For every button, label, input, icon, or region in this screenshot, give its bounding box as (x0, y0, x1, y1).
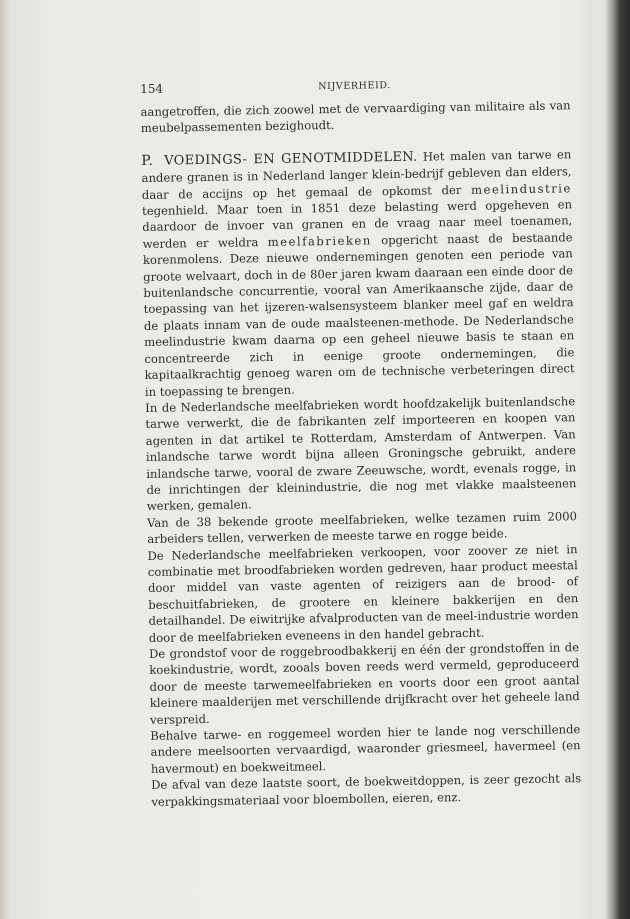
paragraph: Van de 38 bekende groote meelfabrieken, welke tezamen ruim 2000 arbeiders tellen, verwerken de meeste tarwe en rogge beide. (146, 508, 578, 547)
book-spine-shadow (614, 0, 630, 919)
page-number: 154 (140, 81, 164, 96)
paragraph-text: opgericht naast de bestaande korenmolens. Deze nieuwe ondernemingen genoten een periode van groote welvaart, doch in de 80er jaren kwam daaraan een einde door de buitenlandsche concurrentie, vooral van Amerikaansche zijde, daar de toepassing van het ijzeren-walsensysteem blanker meel gaf en weldra de plaats innam van de oude maalsteenen-methode. De Nederlandsche meelindustrie kwam daarna op een geheel nieuwe basis te staan en concentreerde zich in eenige groote ondernemingen, die kapitaalkrachtig genoeg waren om de technische verbeteringen direct in toepassing te brengen. (142, 230, 575, 399)
paragraph: In de Nederlandsche meelfabrieken wordt hoofdzakelijk buitenlandsche tarwe verwerkt, die de fabrikanten zelf importeeren en koopen van agenten in dat artikel te Rotterdam, Amsterdam of Antwerpen. Van inlandsche tarwe wordt bijna alleen Groningsche gebruikt, andere inlandsche tarwe, vooral de zware Zeeuwsche, wordt, evenals rogge, in de inrichtingen der kleinindustrie, die nog met vlakke maalsteenen werken, gemalen. (145, 394, 577, 514)
emphasized-term: meelindustrie (470, 180, 572, 197)
section-title: VOEDINGS- EN GENOTMIDDELEN. (164, 149, 418, 169)
emphasized-term: meelfabrieken (267, 233, 372, 249)
page-header (140, 69, 570, 100)
paragraph: Behalve tarwe- en roggemeel worden hier te lande nog verschillende andere meelsoorten vervaardigd, waaronder griesmeel, havermeel (en havermout) en boekweitmeel. (150, 722, 581, 776)
paragraph-text: Het malen van tarwe en andere granen is in Nederland langer klein-bedrijf gebleven dan elders, daar de accijns op het gemaal de opkomst der (141, 147, 572, 202)
paragraph: De afval van deze laatste soort, de boekweitdoppen, is zeer gezocht als verpakkingsmateriaal voor bloembollen, eieren, enz. (151, 771, 582, 809)
running-title: NIJVERHEID. (318, 80, 391, 93)
section-letter: P. (141, 152, 154, 169)
paragraph: De Nederlandsche meelfabrieken verkoopen, voor zoover ze niet in combinatie met broodfabrieken worden gedreven, haar product meestal door middel van vaste agenten of reizigers aan de brood- of beschuitfabrieken, de grootere en kleinere bakkerijen en den detailhandel. De eiwitrijke afvalproducten van de meel-industrie worden door de meelfabrieken eveneens in den handel gebracht. (147, 541, 579, 645)
paragraph: De grondstof voor de roggebroodbakkerij en één der grondstoffen in de koekindustrie, wordt, zooals boven reeds werd vermeld, geproduceerd door de meeste tarwemeelfabrieken en voorts door een groot aantal kleinere maalderijen met verschillende drijfkracht over het geheele land verspreid. (148, 640, 580, 727)
intro-paragraph: aangetroffen, die zich zoowel met de vervaardiging van militaire als van meubelpassementen bezighoudt. (140, 98, 571, 136)
section-first-paragraph (141, 146, 575, 400)
page-content (140, 69, 581, 810)
paragraph-text: tegenhield. Maar toen in 1851 deze belasting werd opgeheven en daardoor de invoer van granen en de vraag naar meel toenamen, werden er weldra (142, 197, 573, 251)
